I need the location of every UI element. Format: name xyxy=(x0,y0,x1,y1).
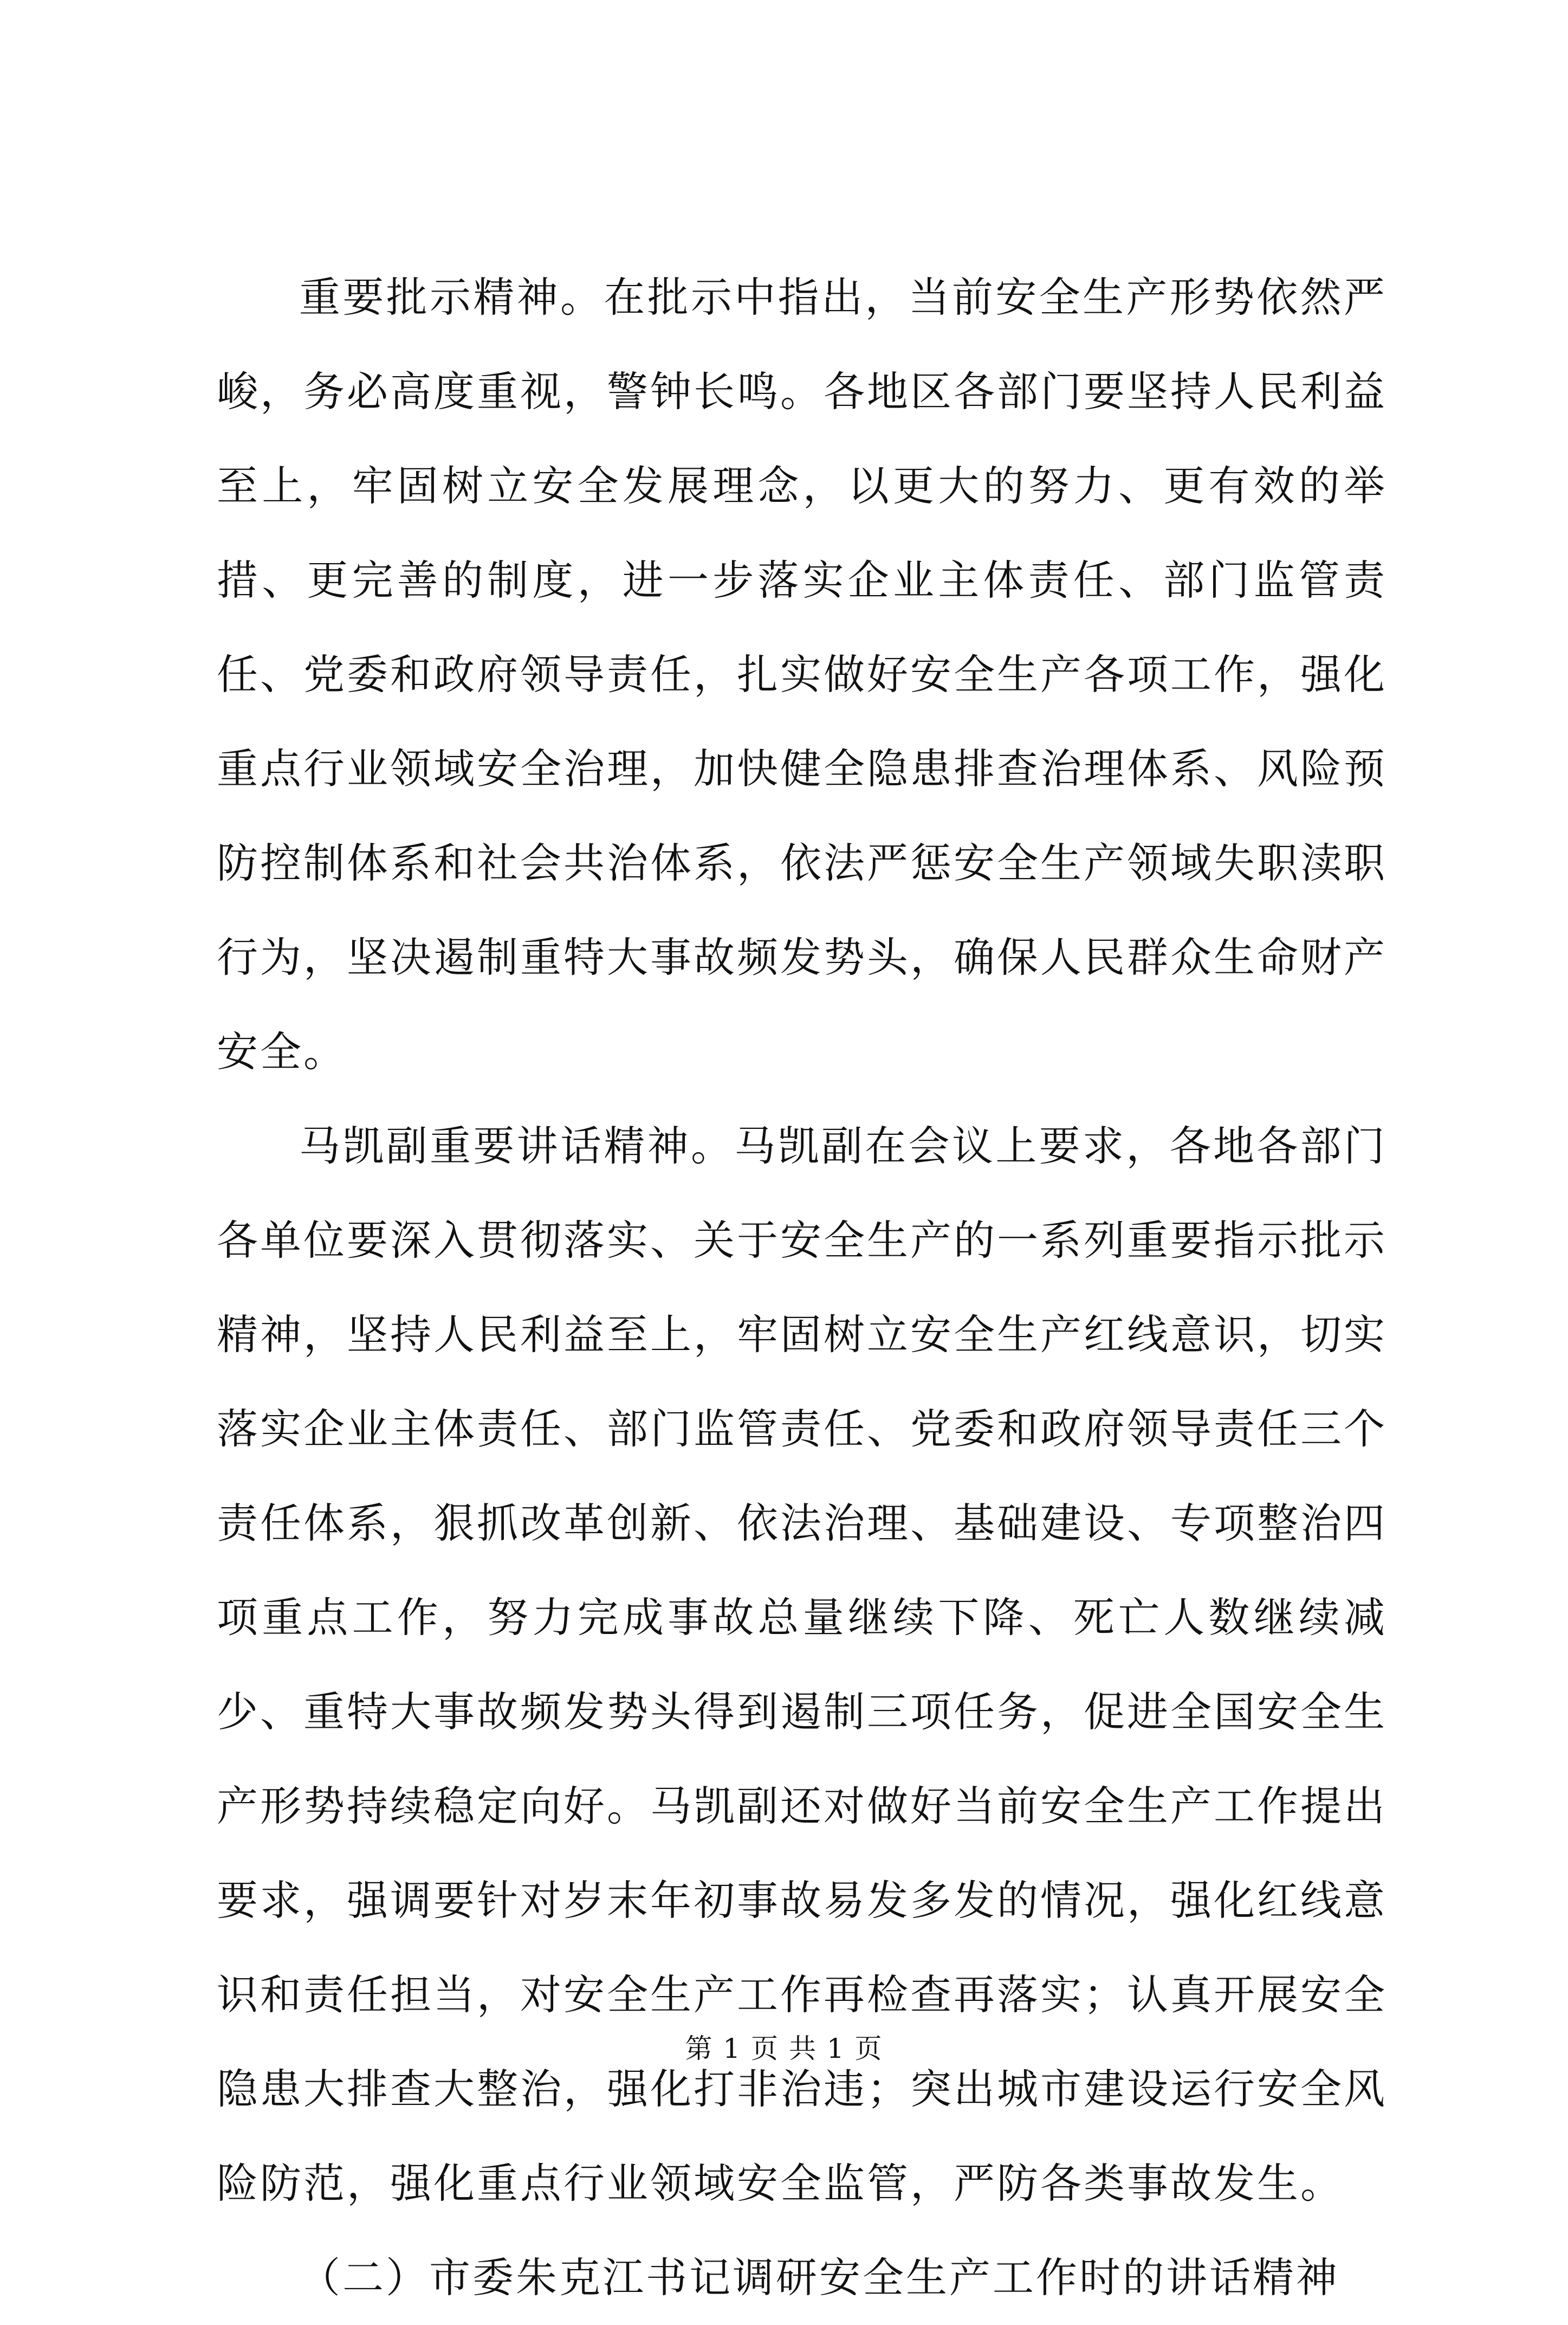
paragraph-instruction-spirit: 重要批示精神。在批示中指出，当前安全生产形势依然严峻，务必高度重视，警钟长鸣。各地区各部门要坚持人民利益至上，牢固树立安全发展理念，以更大的努力、更有效的举措、更完善的制度，进一步落实企业主体责任、部门监管责任、党委和政府领导责任，扎实做好安全生产各项工作，强化重点行业领域安全治理，加快健全隐患排查治理体系、风险预防控制体系和社会共治体系，依法严惩安全生产领域失职渎职行为，坚决遏制重特大事故频发势头，确保人民群众生命财产安全。 xyxy=(217,273,1387,1076)
section-heading: （二）市委朱克江书记调研安全生产工作时的讲话精神 xyxy=(299,2253,1339,2302)
page-footer: 第 1 页 共 1 页 xyxy=(685,2033,883,2064)
document-body xyxy=(217,250,1387,2325)
paragraph-makai-speech: 马凯副重要讲话精神。马凯副在会议上要求，各地各部门各单位要深入贯彻落实、关于安全生产的一系列重要指示批示精神，坚持人民利益至上，牢固树立安全生产红线意识，切实落实企业主体责任、部门监管责任、党委和政府领导责任三个责任体系，狠抓改革创新、依法治理、基础建设、专项整治四项重点工作，努力完成事故总量继续下降、死亡人数继续减少、重特大事故频发势头得到遏制三项任务，促进全国安全生产形势持续稳定向好。马凯副还对做好当前安全生产工作提出要求，强调要针对岁末年初事故易发多发的情况，强化红线意识和责任担当，对安全生产工作再检查再落实；认真开展安全隐患大排查大整治，强化打非治违；突出城市建设运行安全风险防范，强化重点行业领域安全监管，严防各类事故发生。 xyxy=(217,1122,1387,2207)
